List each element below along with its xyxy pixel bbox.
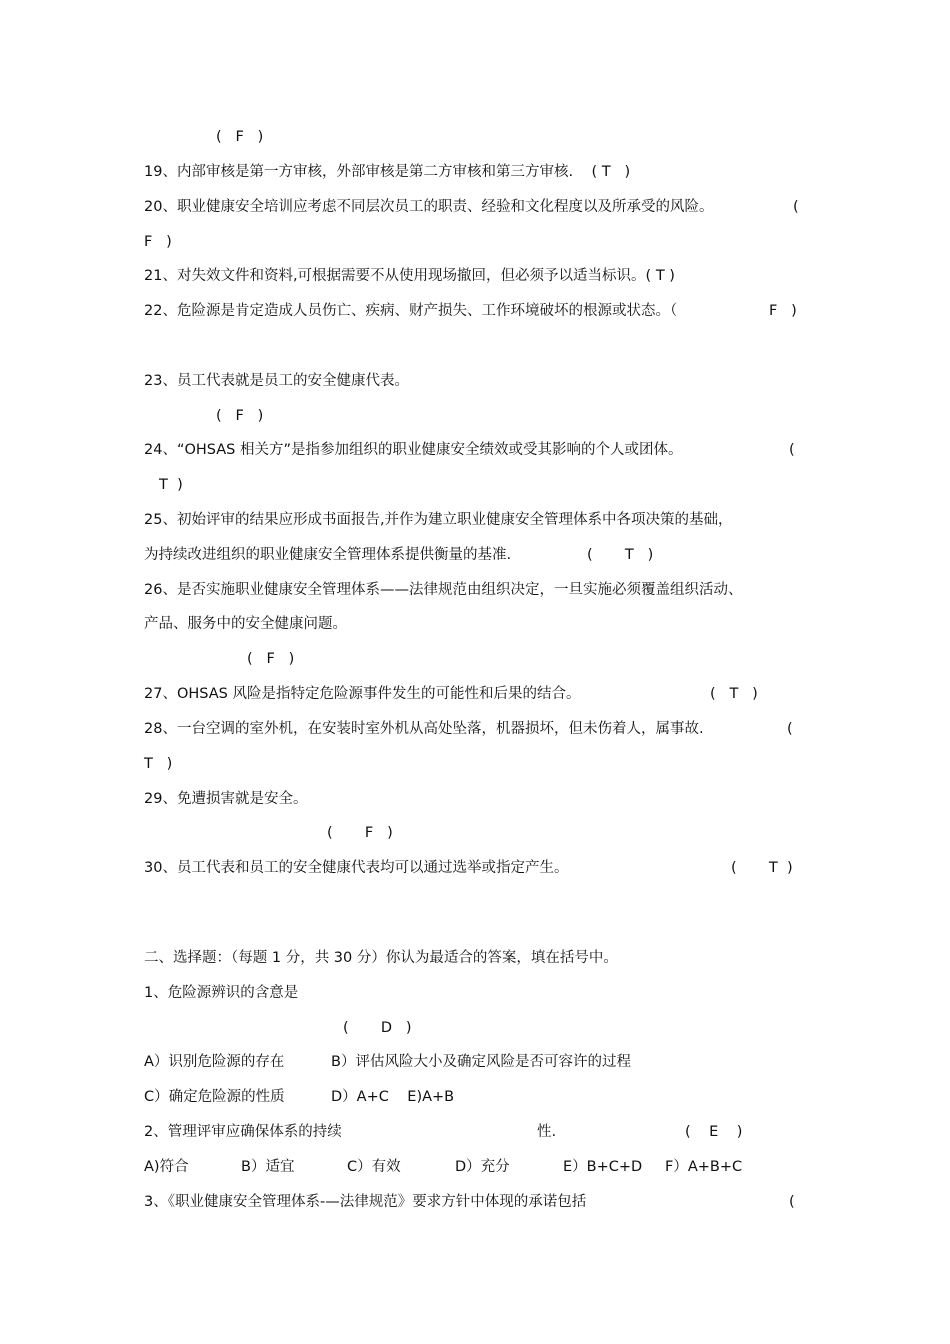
text-line: ( D ) (343, 1020, 412, 1036)
question-25: 25、初始评审的结果应形成书面报告,并作为建立职业健康安全管理体系中各项决策的基础， (144, 512, 733, 528)
text-line: ( F ) (216, 408, 264, 424)
text-line: ( E ) (685, 1124, 743, 1140)
text-line: ( (793, 199, 799, 215)
option-f: F）A+B+C (665, 1159, 743, 1175)
text-line: 产品、服务中的安全健康问题。 (144, 616, 347, 632)
question-22: 22、危险源是肯定造成人员伤亡、疾病、财产损失、工作环境破坏的根源或状态。（ (144, 303, 678, 319)
question-19: 19、内部审核是第一方审核，外部审核是第二方审核和第三方审核. ( T ) (144, 164, 631, 180)
question-21: 21、对失效文件和资料,可根据需要不从使用现场撤回，但必须予以适当标识。( T ) (144, 268, 675, 284)
option-c: C）有效 (347, 1159, 401, 1175)
text-line: ( T ) (731, 860, 793, 876)
question-24: 24、“OHSAS 相关方”是指参加组织的职业健康安全绩效或受其影响的个人或团体。 (144, 442, 683, 458)
question-27: 27、OHSAS 风险是指特定危险源事件发生的可能性和后果的结合。 (144, 686, 581, 702)
text-line: ( T ) (587, 547, 654, 563)
question-3: 3、《职业健康安全管理体系-—法律规范》要求方针中体现的承诺包括 (144, 1194, 587, 1210)
text-line: ( F ) (327, 825, 393, 841)
question-29: 29、免遭损害就是安全。 (144, 791, 308, 807)
question-26: 26、是否实施职业健康安全管理体系——法律规范由组织决定，一旦实施必须覆盖组织活动、 (144, 582, 743, 598)
text-line: F ) (769, 303, 797, 319)
question-28: 28、一台空调的室外机，在安装时室外机从高处坠落，机器损坏，但未伤着人，属事故. (144, 721, 704, 737)
text-line: F ) (144, 234, 172, 250)
option-a: A)符合 (144, 1159, 189, 1175)
option-b: B）评估风险大小及确定风险是否可容许的过程 (331, 1054, 631, 1070)
text-line: ( (787, 721, 793, 737)
text-line: ( (789, 1194, 795, 1210)
option-c: C）确定危险源的性质 (144, 1089, 285, 1105)
option-a: A）识别危险源的存在 (144, 1054, 285, 1070)
text-line: ( F ) (247, 651, 295, 667)
text-line: T ) (159, 477, 183, 493)
text-line: ( T ) (710, 686, 758, 702)
text-line: ( F ) (216, 129, 264, 145)
section-heading: 二、选择题：（每题 1 分，共 30 分）你认为最适合的答案，填在括号中。 (144, 950, 618, 966)
option-e: E）B+C+D (563, 1159, 643, 1175)
question-1: 1、危险源辨识的含意是 (144, 985, 299, 1001)
question-2: 2、管理评审应确保体系的持续 (144, 1124, 342, 1140)
option-d-e: D）A+C E)A+B (331, 1089, 455, 1105)
option-b: B）适宜 (241, 1159, 295, 1175)
question-23: 23、员工代表就是员工的安全健康代表。 (144, 373, 409, 389)
text-line: ( (789, 442, 795, 458)
text-line: 为持续改进组织的职业健康安全管理体系提供衡量的基准. (144, 547, 512, 563)
text-line: 性. (537, 1124, 557, 1140)
question-20: 20、职业健康安全培训应考虑不同层次员工的职责、经验和文化程度以及所承受的风险。 (144, 199, 714, 215)
question-30: 30、员工代表和员工的安全健康代表均可以通过选举或指定产生。 (144, 860, 569, 876)
option-d: D）充分 (455, 1159, 510, 1175)
text-line: T ) (144, 756, 173, 772)
